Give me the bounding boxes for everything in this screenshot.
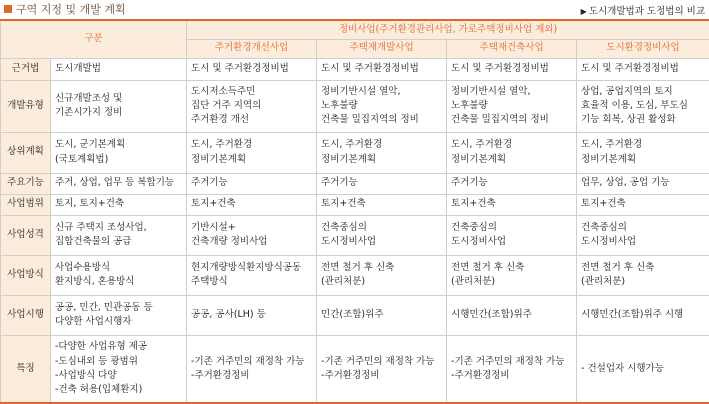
- table-cell: 기반시설+ 건축개량 정비사업: [187, 215, 317, 255]
- row-label: 사업시행: [1, 295, 51, 335]
- header-gubun: 구분: [1, 20, 187, 58]
- row-label: 근거법: [1, 58, 51, 80]
- table-cell: 도시 및 주거환경정비법: [447, 58, 577, 80]
- table-cell: 공공, 공사(LH) 등: [187, 295, 317, 335]
- table-cell: 정비기반시설 열악, 노후불량 건축물 밀집지역의 정비: [447, 80, 577, 132]
- table-row: [1, 215, 709, 255]
- table-cell: 공공, 민간, 민관공동 등 다양한 사업시행자: [51, 295, 187, 335]
- row-label: 사업방식: [1, 255, 51, 295]
- table-row: [1, 58, 709, 80]
- table-cell: 민간(조합)위주: [317, 295, 447, 335]
- table-row: [1, 132, 709, 173]
- table-cell: -기존 거주민의 재정착 가능 -주거환경정비: [187, 335, 317, 403]
- triangle-right-icon: ▶: [580, 7, 587, 16]
- table-cell: 상업, 공업지역의 토지 효율적 이용, 도심, 부도심 기능 회복, 상권 활성화: [577, 80, 709, 132]
- table-cell: -기존 거주민의 재정착 가능 -주거환경정비: [317, 335, 447, 403]
- table-row: [1, 173, 709, 194]
- table-row: [1, 335, 709, 403]
- table-cell: 전면 철거 후 신축 (관리처분): [447, 255, 577, 295]
- table-cell: 도시, 주거환경 정비기본계획: [577, 132, 709, 173]
- table-cell: 토지, 토지+건축: [51, 194, 187, 215]
- row-label: 상위계획: [1, 132, 51, 173]
- table-row: [1, 255, 709, 295]
- header-col-3: 주택재건축사업: [447, 39, 577, 58]
- table-cell: 건축중심의 도시정비사업: [317, 215, 447, 255]
- square-bullet-icon: [4, 5, 12, 13]
- table-cell: 주거기능: [317, 173, 447, 194]
- section-title: [4, 1, 126, 17]
- table-cell: -기존 거주민의 재정착 가능 -주거환경정비: [447, 335, 577, 403]
- table-cell: 도시, 주거환경 정비기본계획: [447, 132, 577, 173]
- table-cell: 신규개발조성 및 기존시가지 정비: [51, 80, 187, 132]
- row-label: 사업범위: [1, 194, 51, 215]
- table-cell: 현지개량방식환지방식공동 주택방식: [187, 255, 317, 295]
- table-cell: 사업수용방식 환지방식, 혼용방식: [51, 255, 187, 295]
- comparison-table: [0, 19, 709, 404]
- table-cell: 토지+건축: [187, 194, 317, 215]
- table-cell: 도시, 주거환경 정비기본계획: [317, 132, 447, 173]
- table-row: [1, 295, 709, 335]
- table-cell: 정비기반시설 열악, 노후불량 건축물 밀집지역의 정비: [317, 80, 447, 132]
- header-group: 정비사업(주거환경관리사업, 가로주택정비사업 제외): [187, 20, 709, 39]
- table-row: [1, 194, 709, 215]
- header-col-4: 도시환경정비사업: [577, 39, 709, 58]
- row-label: 주요기능: [1, 173, 51, 194]
- table-cell: 도시개발법: [51, 58, 187, 80]
- table-cell: 주거기능: [187, 173, 317, 194]
- row-label: 특징: [1, 335, 51, 403]
- table-cell: - 건설업자 시행가능: [577, 335, 709, 403]
- comparison-note-text: 도시개발법과 도정법의 비교: [588, 6, 705, 17]
- table-cell: 신규 주택지 조성사업, 집합건축물의 공급: [51, 215, 187, 255]
- header-col-2: 주택재개발사업: [317, 39, 447, 58]
- table-cell: 토지+건축: [447, 194, 577, 215]
- table-cell: 건축중심의 도시정비사업: [447, 215, 577, 255]
- row-label: 개발유형: [1, 80, 51, 132]
- table-cell: 전면 철거 후 신축 (관리처분): [317, 255, 447, 295]
- table-cell: 도시, 군기본계획 (국토계획법): [51, 132, 187, 173]
- table-cell: 시행민간(조합)위주: [447, 295, 577, 335]
- table-cell: -다양한 사업유형 제공 -도심내외 등 광범위 -사업방식 다양 -건축 허용(입체환지): [51, 335, 187, 403]
- comparison-note: [581, 3, 705, 17]
- table-cell: 토지+건축: [577, 194, 709, 215]
- table-cell: 주거기능: [447, 173, 577, 194]
- table-cell: 업무, 상업, 공업 기능: [577, 173, 709, 194]
- table-cell: 전면 철거 후 신축 (관리처분): [577, 255, 709, 295]
- table-row: [1, 80, 709, 132]
- table-cell: 주거, 상업, 업무 등 복합기능: [51, 173, 187, 194]
- table-cell: 도시저소득주민 집단 거주 지역의 주거환경 개선: [187, 80, 317, 132]
- table-cell: 도시 및 주거환경정비법: [577, 58, 709, 80]
- table-cell: 토지+건축: [317, 194, 447, 215]
- row-label: 사업성격: [1, 215, 51, 255]
- table-cell: 건축중심의 도시정비사업: [577, 215, 709, 255]
- table-cell: 도시, 주거환경 정비기본계획: [187, 132, 317, 173]
- table-cell: 시행민간(조합)위주 시행: [577, 295, 709, 335]
- header-col-1: 주거환경개선사업: [187, 39, 317, 58]
- section-title-text: 구역 지정 및 개발 계획: [16, 3, 126, 16]
- table-cell: 도시 및 주거환경정비법: [187, 58, 317, 80]
- table-cell: 도시 및 주거환경정비법: [317, 58, 447, 80]
- header-row-1: [1, 20, 709, 39]
